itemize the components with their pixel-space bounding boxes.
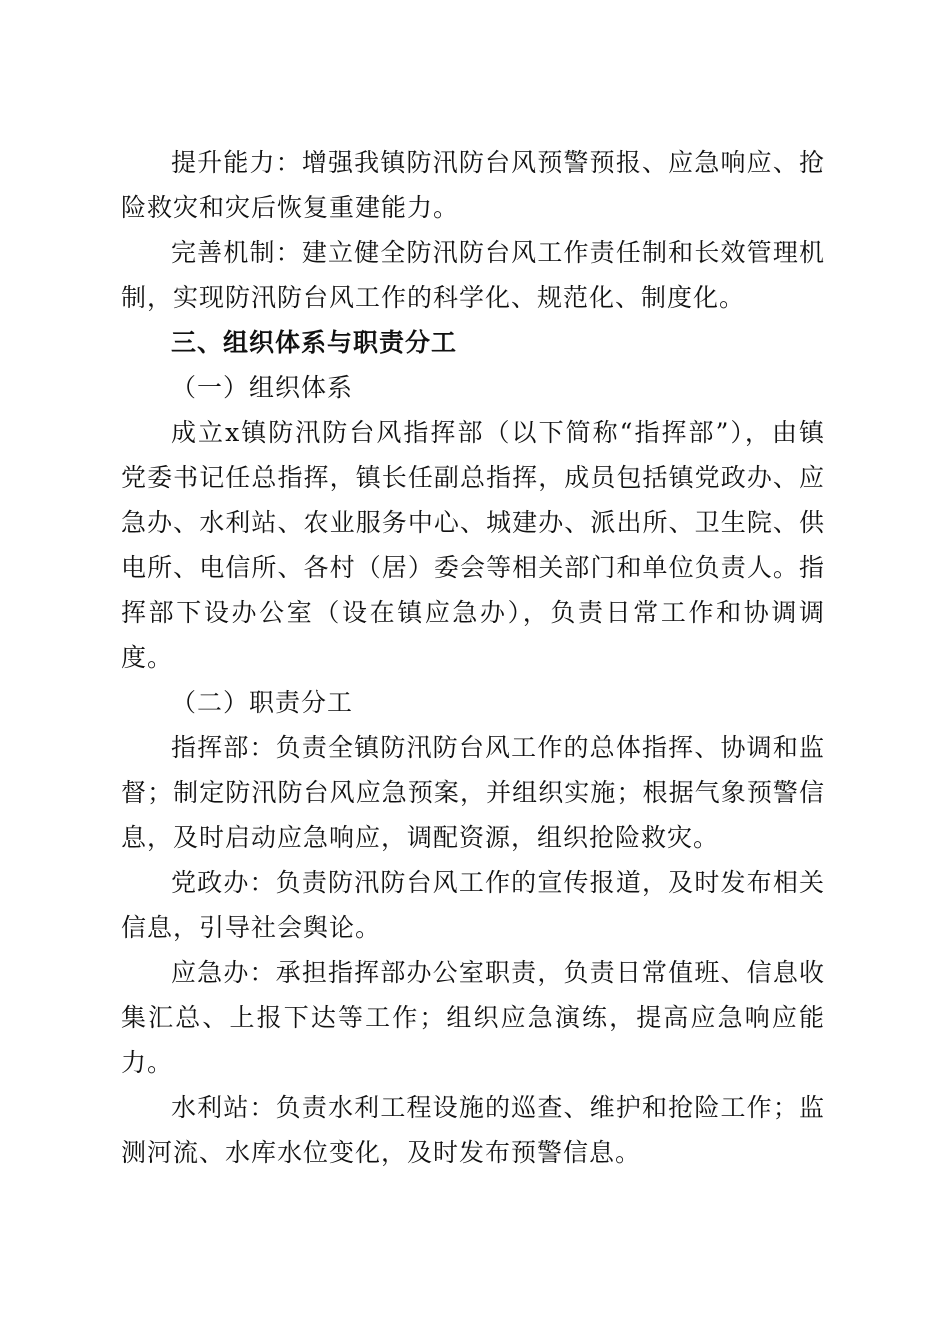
section-heading-organization: 三、组织体系与职责分工 <box>171 328 458 357</box>
paragraph-water-station-duty: 水利站：负责水利工程设施的巡查、维护和抢险工作；监测河流、水库水位变化，及时发布预警信息。 <box>121 1093 825 1167</box>
subheading-responsibilities: （二）职责分工 <box>171 688 354 717</box>
subheading-organization-system: （一）组织体系 <box>171 373 354 402</box>
paragraph-headquarters-duty: 指挥部：负责全镇防汛防台风工作的总体指挥、协调和监督；制定防汛防台风应急预案，并组织实施；根据气象预警信息，及时启动应急响应，调配资源，组织抢险救灾。 <box>121 733 825 852</box>
paragraph-headquarters-setup: 成立x镇防汛防台风指挥部（以下简称“指挥部”），由镇党委书记任总指挥，镇长任副总指挥，成员包括镇党政办、应急办、水利站、农业服务中心、城建办、派出所、卫生院、供电所、电信所、各村（居）委会等相关部门和单位负责人。指挥部下设办公室（设在镇应急办），负责日常工作和协调调度。 <box>121 418 825 672</box>
paragraph-capability: 提升能力：增强我镇防汛防台风预警预报、应急响应、抢险救灾和灾后恢复重建能力。 <box>121 148 825 222</box>
paragraph-party-office-duty: 党政办：负责防汛防台风工作的宣传报道，及时发布相关信息，引导社会舆论。 <box>121 868 825 942</box>
document-body <box>121 140 825 1175</box>
paragraph-mechanism: 完善机制：建立健全防汛防台风工作责任制和长效管理机制，实现防汛防台风工作的科学化、规范化、制度化。 <box>121 238 825 312</box>
paragraph-emergency-office-duty: 应急办：承担指挥部办公室职责，负责日常值班、信息收集汇总、上报下达等工作；组织应急演练，提高应急响应能力。 <box>121 958 825 1077</box>
